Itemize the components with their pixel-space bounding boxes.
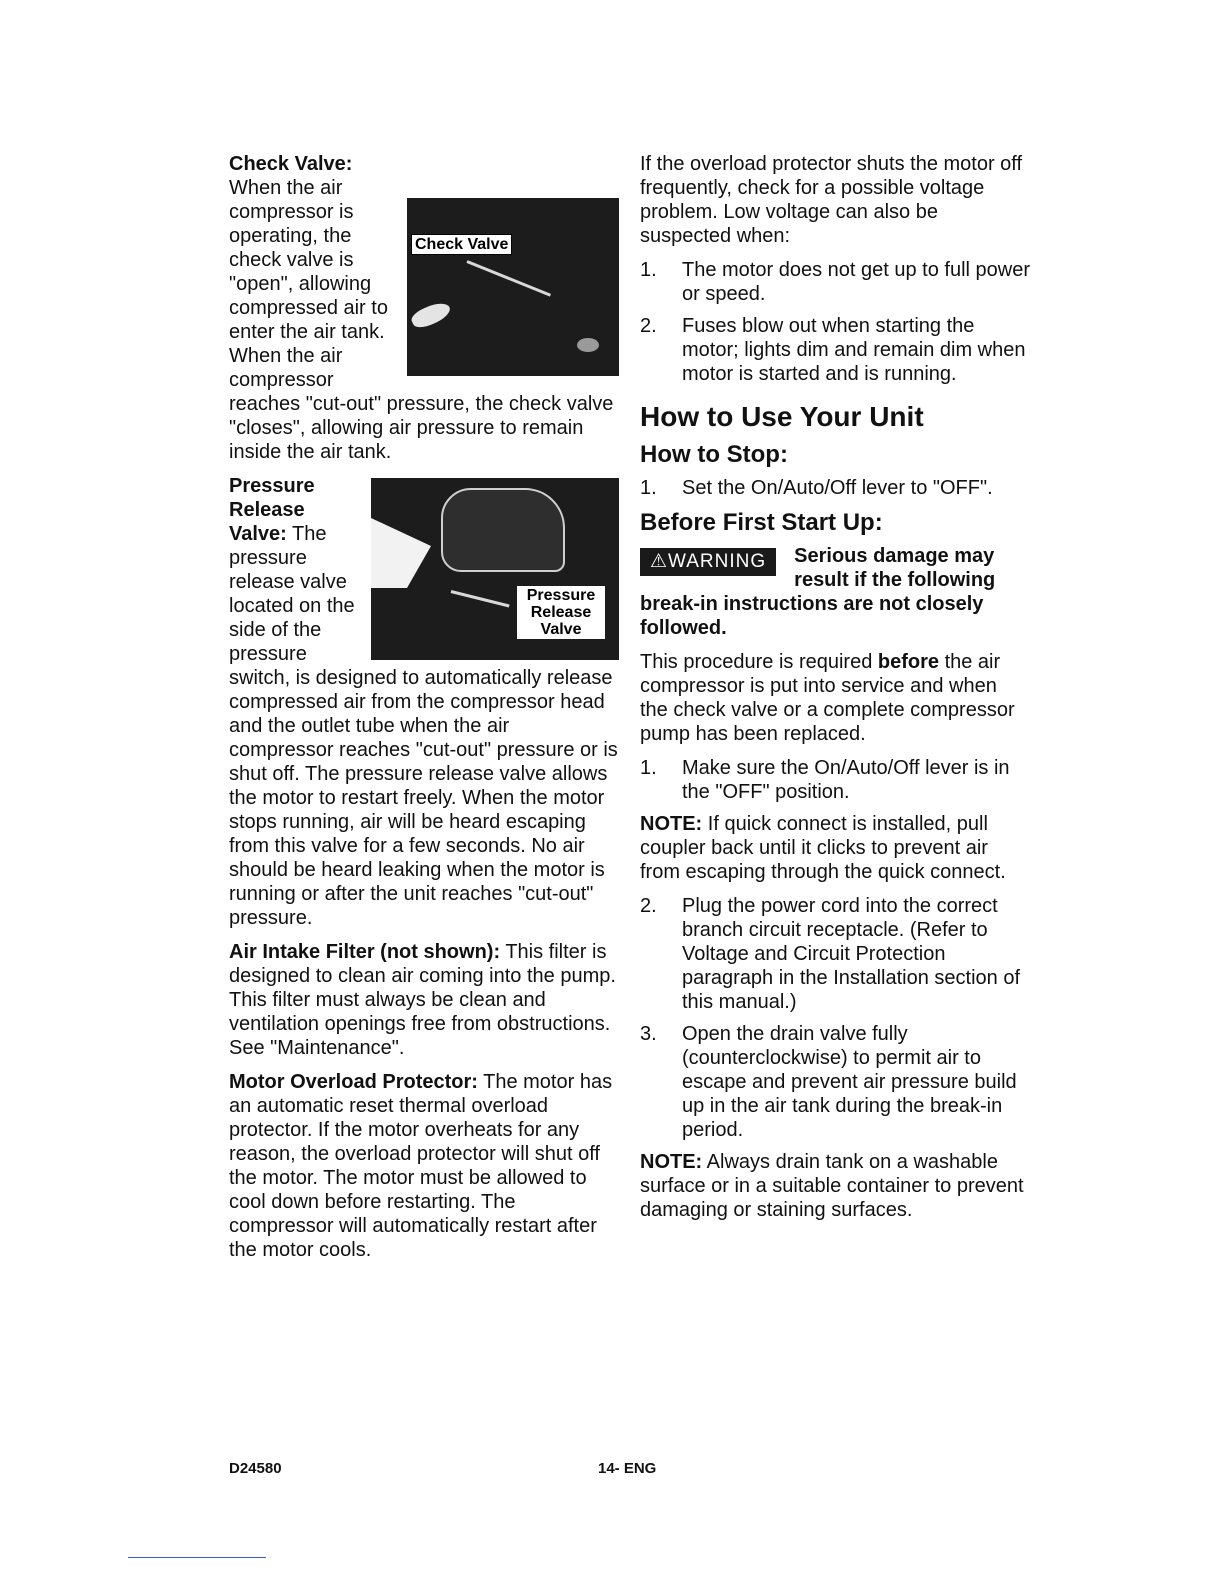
list-item: 1. Make sure the On/Auto/Off lever is in the "OFF" position.: [640, 757, 1010, 803]
motor-overload-paragraph: [229, 1070, 619, 1262]
motor-overload-text: The motor has an automatic reset thermal overload protector. If the motor overheats for any reason, the overload protector will shut off the motor. The motor must be allowed to cool down before restarting. The compressor will automatically restart after the motor cools.: [229, 1071, 613, 1261]
startup-title: Before First Start Up:: [640, 509, 883, 536]
note-drain-tank: NOTE: Always drain tank on a washable surface or in a suitable container to prevent damaging or staining surfaces.: [640, 1151, 1024, 1221]
pressure-release-heading: Pressure Release Valve:: [229, 475, 315, 545]
air-intake-paragraph: [229, 940, 619, 1060]
bottom-divider: [128, 1557, 266, 1558]
air-intake-text: This filter is designed to clean air coming into the pump. This filter must always be clean and ventilation openings free from obstructions. See "Maintenance".: [229, 941, 616, 1059]
left-column: [229, 152, 619, 1272]
list-item: 2. Plug the power cord into the correct branch circuit receptacle. (Refer to Voltage and Circuit Protection paragraph in the Installation section of this manual.): [640, 895, 1020, 1013]
voltage-intro: If the overload protector shuts the motor off frequently, check for a possible voltage problem. Low voltage can also be suspected when:: [640, 153, 1023, 247]
warning-text: Serious damage may result if the following break-in instructions are not closely followed.: [640, 545, 996, 639]
check-valve-photo: [407, 198, 619, 376]
procedure-paragraph: This procedure is required before the air compressor is put into service and when the check valve or a complete compressor pump has been replaced.: [640, 651, 1015, 745]
list-item: 3. Open the drain valve fully (counterclockwise) to permit air to escape and prevent air pressure build up in the air tank during the break-in period.: [640, 1023, 1017, 1141]
pressure-release-text: The pressure release valve located on the side of the pressure switch, is designed to automatically release compressed air from the compressor head and the outlet tube when the air compressor reaches "cut-out" pressure or is shut off. The pressure release valve allows the motor to restart freely. When the motor stops running, air will be heard escaping from this valve for a few seconds. No air should be heard leaking when the motor is running or after the unit reaches "cut-out" pressure.: [229, 523, 618, 929]
stop-title: How to Stop:: [640, 441, 788, 468]
right-column: [640, 152, 1030, 1232]
section-title: How to Use Your Unit: [640, 401, 924, 432]
pressure-release-valve-photo: [371, 478, 619, 660]
page-number: 14- ENG: [598, 1460, 657, 1477]
stop-list: [640, 476, 1030, 500]
check-valve-text: When the air compressor is operating, the check valve is "open", allowing compressed air to enter the air tank. When the air compressor reaches "cut-out" pressure, the check valve "closes", allowing air pressure to remain inside the air tank.: [229, 177, 614, 463]
air-intake-heading: Air Intake Filter (not shown):: [229, 941, 501, 963]
warning-paragraph: [640, 544, 1030, 640]
startup-list-2: [640, 894, 1030, 1142]
voltage-list: [640, 258, 1030, 386]
note-quick-connect: NOTE: If quick connect is installed, pull coupler back until it clicks to prevent air from escaping through the quick connect.: [640, 813, 1006, 883]
list-item: 2. Fuses blow out when starting the motor; lights dim and remain dim when motor is started and is running.: [640, 315, 1026, 385]
startup-list-1: [640, 756, 1030, 804]
check-valve-photo-label: Check Valve: [411, 234, 512, 255]
pressure-release-valve-photo-label: Pressure Release Valve: [517, 586, 605, 639]
doc-number: D24580: [229, 1460, 282, 1477]
warning-badge: ⚠WARNING: [640, 548, 776, 576]
check-valve-heading: Check Valve:: [229, 153, 353, 175]
motor-overload-heading: Motor Overload Protector:: [229, 1071, 478, 1093]
list-item: 1. The motor does not get up to full power or speed.: [640, 259, 1030, 305]
list-item: 1. Set the On/Auto/Off lever to "OFF".: [640, 477, 993, 499]
